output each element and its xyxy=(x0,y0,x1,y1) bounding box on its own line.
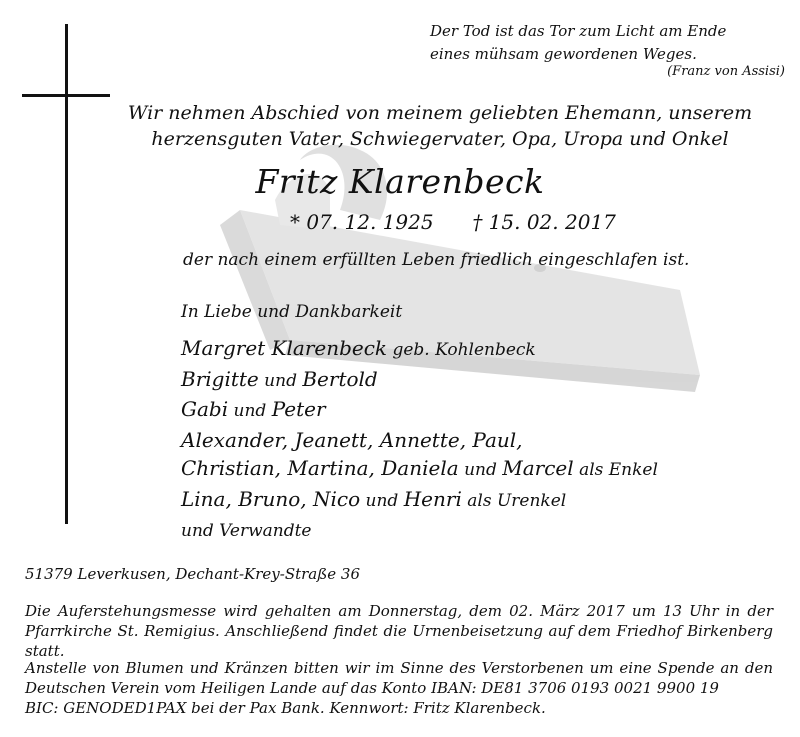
mourner-line: Alexander, Jeanett, Annette, Paul, xyxy=(181,427,523,452)
intro-line: Wir nehmen Abschied von meinem geliebten Ehemann, unserem xyxy=(127,102,753,124)
mourner-line: Gabi und Peter xyxy=(181,397,326,421)
cross-icon xyxy=(65,24,68,524)
deceased-name: Fritz Klarenbeck xyxy=(255,162,545,201)
service-line: Die Auferstehungsmesse wird gehalten am Donnerstag, dem 02. März 2017 um 13 Uhr in der xyxy=(25,602,773,620)
mourner-line: Lina, Bruno, Nico und Henri als Urenkel xyxy=(181,486,567,511)
intro-line: herzensguten Vater, Schwiegervater, Opa, Uropa und Onkel xyxy=(151,128,729,150)
motto-line: eines mühsam gewordenen Weges. xyxy=(430,45,697,63)
service-info xyxy=(25,601,773,661)
gratitude-line: In Liebe und Dankbarkeit xyxy=(181,302,403,322)
mourner-line: Brigitte und Bertold xyxy=(181,366,378,391)
donation-line: BIC: GENODED1PAX bei der Pax Bank. Kennwort: Fritz Klarenbeck. xyxy=(25,699,546,717)
donation-line: Anstelle von Blumen und Kränzen bitten wir im Sinne des Verstorbenen um eine Spende an den xyxy=(25,659,773,677)
donation-line: Deutschen Verein vom Heiligen Lande auf das Konto IBAN: DE81 3706 0193 0021 9900 19 xyxy=(25,679,719,697)
death-date: † 15. 02. 2017 xyxy=(472,210,616,234)
motto-line: Der Tod ist das Tor zum Licht am Ende xyxy=(430,22,727,40)
intro-text xyxy=(120,100,760,152)
address: 51379 Leverkusen, Dechant-Krey-Straße 36 xyxy=(25,565,360,583)
motto-source: (Franz von Assisi) xyxy=(667,64,785,79)
passing-phrase: der nach einem erfüllten Leben friedlich eingeschlafen ist. xyxy=(183,250,690,270)
service-line: Pfarrkirche St. Remigius. Anschließend findet die Urnenbeisetzung auf dem Friedhof Birkenberg statt. xyxy=(25,622,773,660)
mourner-line: und Verwandte xyxy=(181,521,312,541)
mourners-list xyxy=(181,334,658,546)
mourner-line: Christian, Martina, Daniela und Marcel als Enkel xyxy=(181,456,658,480)
cross-icon-bar xyxy=(22,94,110,97)
life-dates xyxy=(290,210,650,234)
donation-info xyxy=(25,658,773,718)
mourner-line: Margret Klarenbeck geb. Kohlenbeck xyxy=(181,336,536,360)
motto xyxy=(430,20,770,66)
birth-date: * 07. 12. 1925 xyxy=(290,210,434,234)
